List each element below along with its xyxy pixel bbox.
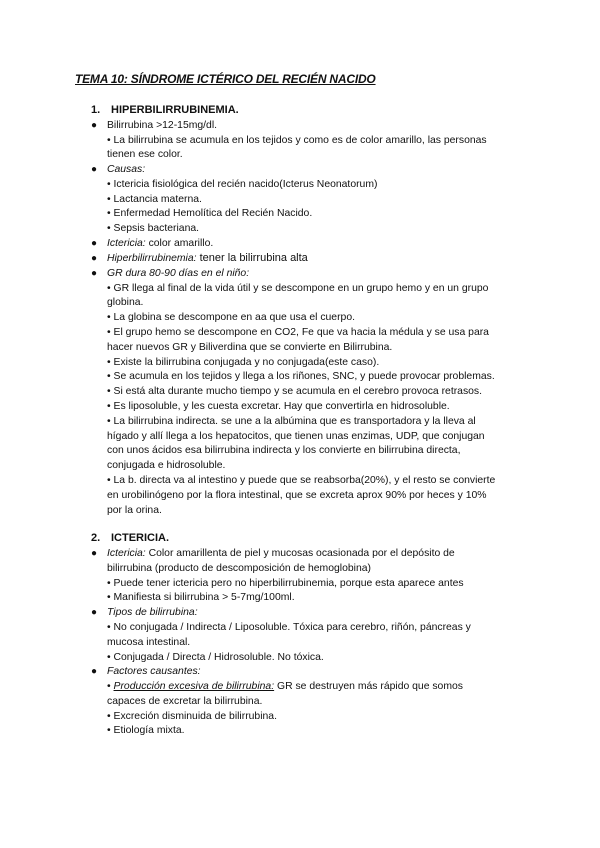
- bullet-dot: •: [107, 681, 114, 692]
- list-item-detail: • La bilirrubina indirecta. se une a la albúmina que es transportadora y la lleva al: [107, 416, 476, 427]
- list-item-detail: • Excreción disminuida de bilirrubina.: [107, 711, 277, 722]
- list-item-detail: hacer nuevos GR y Biliverdina que se convierte en Bilirrubina.: [107, 342, 393, 353]
- list-item-detail: [107, 680, 463, 693]
- list-item-detail: globina.: [107, 297, 144, 308]
- bullet-icon: ●: [91, 253, 98, 264]
- bullet-icon: ●: [91, 607, 98, 618]
- list-item-detail: • Existe la bilirrubina conjugada y no conjugada(este caso).: [107, 357, 380, 368]
- list-item-detail: • Se acumula en los tejidos y llega a los riñones, SNC, y puede provocar problemas.: [107, 371, 495, 382]
- list-item-label: Tipos de bilirrubina:: [107, 607, 198, 618]
- list-item: [107, 252, 308, 265]
- bullet-icon: ●: [91, 268, 98, 279]
- list-item-detail: • No conjugada / Indirecta / Liposoluble. Tóxica para cerebro, riñón, páncreas y: [107, 622, 471, 633]
- list-item-detail: mucosa intestinal.: [107, 637, 191, 648]
- list-item-detail: con unos ácidos esa bilirrubina indirecta y los convierte en bilirrubina directa,: [107, 445, 461, 456]
- section-title: HIPERBILIRRUBINEMIA.: [111, 104, 239, 116]
- section-number: 1.: [91, 104, 101, 116]
- term-label: Producción excesiva de bilirrubina:: [113, 681, 275, 692]
- list-item-detail: • Manifiesta si bilirrubina > 5-7mg/100ml.: [107, 592, 295, 603]
- list-item-detail: • Etiología mixta.: [107, 725, 185, 736]
- term-definition: tener la bilirrubina alta: [196, 252, 308, 264]
- list-item-detail: • Conjugada / Directa / Hidrosoluble. No tóxica.: [107, 652, 324, 663]
- section-number: 2.: [91, 532, 101, 544]
- list-item-label: Factores causantes:: [107, 666, 201, 677]
- list-item-detail: • El grupo hemo se descompone en CO2, Fe que va hacia la médula y se usa para: [107, 327, 489, 338]
- bullet-icon: ●: [91, 164, 98, 175]
- list-item-detail: • Es liposoluble, y les cuesta excretar. Hay que convertirla en hidrosoluble.: [107, 401, 450, 412]
- term-label: Ictericia:: [107, 238, 146, 249]
- list-item-detail: • Sepsis bacteriana.: [107, 223, 200, 234]
- list-item-detail: conjugada e hidrosoluble.: [107, 460, 226, 471]
- list-item-detail: • La b. directa va al intestino y puede que se reabsorba(20%), y el resto se convierte: [107, 475, 496, 486]
- list-item-label: GR dura 80-90 días en el niño:: [107, 268, 250, 279]
- list-item-detail: en urobilinógeno por la flora intestinal, que se excreta aprox 90% por heces y 10%: [107, 490, 487, 501]
- list-item-detail: • GR llega al final de la vida útil y se descompone en un grupo hemo y en un grupo: [107, 283, 489, 294]
- page-title: TEMA 10: SÍNDROME ICTÉRICO DEL RECIÉN NACIDO: [75, 72, 376, 86]
- bullet-icon: ●: [91, 120, 98, 131]
- list-item: [107, 547, 455, 560]
- list-item-detail: hígado y allí llega a los hepatocitos, que tienen unas enzimas, UDP, que conjugan: [107, 431, 485, 442]
- list-item-detail: capaces de excretar la bilirrubina.: [107, 696, 263, 707]
- list-item-detail: • Lactancia materna.: [107, 194, 202, 205]
- list-item-detail: • La globina se descompone en aa que usa el cuerpo.: [107, 312, 355, 323]
- list-item-label: Causas:: [107, 164, 146, 175]
- term-label: Ictericia:: [107, 548, 146, 559]
- term-definition: color amarillo.: [145, 238, 214, 249]
- list-item-detail: bilirrubina (producto de descomposición de hemoglobina): [107, 563, 371, 574]
- list-item-detail: • Ictericia fisiológica del recién nacido(Icterus Neonatorum): [107, 179, 378, 190]
- list-item-detail: • Puede tener ictericia pero no hiperbilirrubinemia, porque esta aparece antes: [107, 578, 464, 589]
- list-item-detail: • Enfermedad Hemolítica del Recién Nacido.: [107, 208, 313, 219]
- bullet-icon: ●: [91, 666, 98, 677]
- list-item-detail: • La bilirrubina se acumula en los tejidos y como es de color amarillo, las personas: [107, 135, 487, 146]
- term-label: Hiperbilirrubinemia:: [107, 253, 197, 264]
- term-definition: Color amarillenta de piel y mucosas ocasionada por el depósito de: [145, 548, 455, 559]
- bullet-icon: ●: [91, 238, 98, 249]
- list-item: [107, 237, 213, 250]
- term-definition: GR se destruyen más rápido que somos: [274, 681, 463, 692]
- section-heading-ictericia: [91, 532, 169, 544]
- bullet-icon: ●: [91, 548, 98, 559]
- section-title: ICTERICIA.: [111, 532, 170, 544]
- list-item-detail: tienen ese color.: [107, 149, 183, 160]
- list-item: Bilirrubina >12-15mg/dl.: [107, 120, 218, 131]
- list-item-detail: por la orina.: [107, 505, 162, 516]
- list-item-detail: • Si está alta durante mucho tiempo y se acumula en el cerebro provoca retrasos.: [107, 386, 483, 397]
- section-heading-hiperbilirrubinemia: [91, 104, 239, 116]
